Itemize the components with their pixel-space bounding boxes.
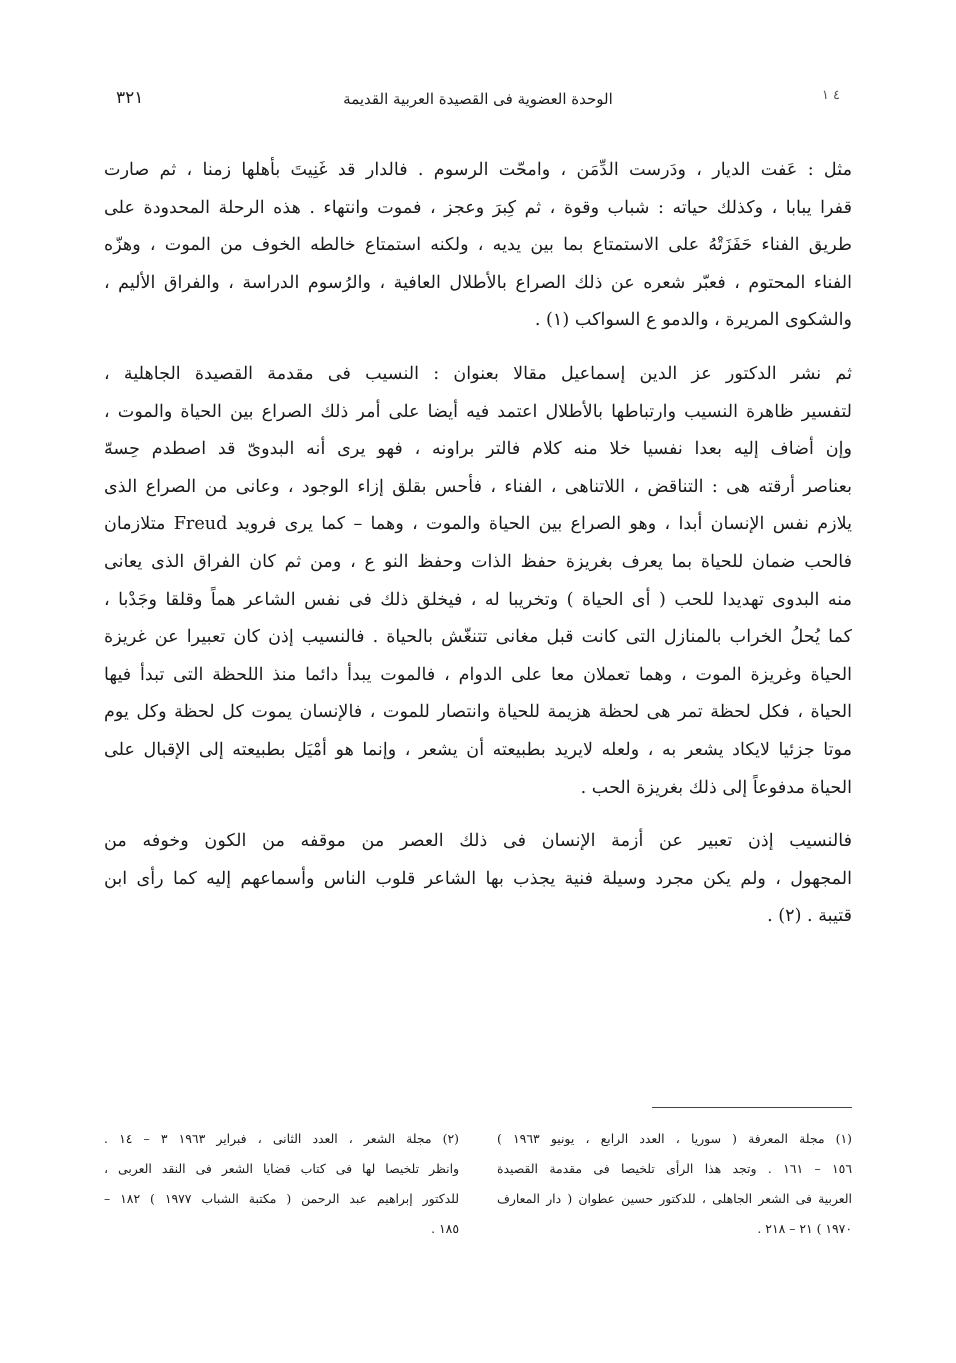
text-line: ثم نشر الدكتور عز الدين إسماعيل مقالا بعنوان : النسيب فى مقدمة القصيدة الجاهلية ، (104, 363, 852, 384)
text-line: قفرا يبابا ، وكذلك حياته : شباب وقوة ، ثم كِبرَ وعجز ، فموت وانتهاء . هذه الرحلة المحدودة على (104, 197, 852, 218)
footnotes (104, 1124, 852, 1284)
paragraph-2 (104, 356, 852, 807)
text-line: والشكوى المريرة ، والدمو ع السواكب (١) . (534, 310, 852, 331)
body-text (104, 152, 852, 952)
paragraph-3 (104, 823, 852, 936)
text-line: موتا جزئيا لايكاد يشعر به ، ولعله لايريد بطبيعته أن يشعر ، وإنما هو أمْيَل بطبيعته إلى الإقبال على (104, 739, 852, 760)
text-line: بعناصر أرقته هى : التناقض ، اللاتناهى ، الفناء ، فأحس بقلق إزاء الوجود ، وعانى من الصراع الذى (104, 476, 852, 497)
footnote-divider (652, 1107, 852, 1108)
text-line: يلازم نفس الإنسان أبدا ، وهو الصراع بين الحياة والموت ، وهما – كما يرى فرويد Freud متلازمان (104, 514, 852, 535)
footnote-line: (٢) مجلة الشعر ، العدد الثانى ، فبراير ١٩٦٣ ٣ – ١٤ . (104, 1131, 459, 1146)
footnote-line: (١) مجلة المعرفة ( سوريا ، العدد الرابع ، يونيو ١٩٦٣ ) (497, 1131, 852, 1146)
page-number: ٣٢١ (116, 88, 144, 108)
running-header (110, 88, 846, 118)
paragraph-1 (104, 152, 852, 340)
footnote-1 (497, 1124, 852, 1244)
header-mark: ٤ ١ (821, 88, 840, 103)
text-line: كما يُحلُ الخراب بالمنازل التى كانت قبل مغانى تتنغّش بالحياة . فالنسيب إذن كان تعبيرا عن غريزة (104, 627, 852, 648)
text-line: المجهول ، ولم يكن مجرد وسيلة فنية يجذب بها الشاعر قلوب الناس وأسماعهم إليه كما رأى ابن (104, 868, 852, 889)
text-line: مثل : عَفت الديار ، ودَرست الدِّمَن ، وامحّت الرسوم . فالدار قد غَنِيتَ بأهلها زمنا ، ثم صارت (104, 160, 852, 180)
footnote-line: وانظر تلخيصا لها فى كتاب قضايا الشعر فى النقد العربى ، (104, 1161, 459, 1176)
text-line: قتيبة . (٢) . (767, 906, 852, 927)
footnote-line: ١٥٦ – ١٦١ . وتجد هذا الرأى تلخيصا فى مقدمة القصيدة (497, 1161, 852, 1176)
text-line: منه البدوى تهديدا للحب ( أى الحياة ) وتخريبا له ، فيخلق ذلك فى نفس الشاعر هماً وقلقا وجَدْبا ، (104, 589, 852, 610)
footnote-2 (104, 1124, 459, 1244)
running-title: الوحدة العضوية فى القصيدة العربية القديمة (343, 90, 613, 108)
footnote-line: للدكتور إبراهيم عبد الرحمن ( مكتبة الشباب ١٩٧٧ ) ١٨٢ – (104, 1191, 459, 1206)
text-line: وإن أضاف إليه بعدا نفسيا خلا منه كلام فالتر براونه ، فهو يرى أنه البدوىّ قد اصطدم حِسهّ (104, 439, 852, 460)
text-line: الحياة ، فكل لحظة تمر هى لحظة هزيمة للحياة وانتصار للموت ، فالإنسان يموت كل لحظة وكل يوم (104, 702, 852, 723)
footnote-line: ١٨٥ . (431, 1221, 459, 1236)
text-line: فالنسيب إذن تعبير عن أزمة الإنسان فى ذلك العصر من موقفه من الكون وخوفه من (104, 831, 852, 852)
text-line: الحياة مدفوعاً إلى ذلك بغريزة الحب . (580, 777, 852, 798)
footnote-line: العربية فى الشعر الجاهلى ، للدكتور حسين عطوان ( دار المعارف (497, 1191, 852, 1206)
text-line: طريق الفناء حَفَزَتْهُ على الاستمتاع بما بين يديه ، ولكنه استمتاع خالطه الخوف من الموت ، وهزّه (104, 235, 852, 256)
text-line: الحياة وغريزة الموت ، وهما تعملان معا على الدوام ، فالموت يبدأ دائما منذ اللحظة التى تبدأ فيها (104, 664, 852, 685)
text-line: الفناء المحتوم ، فعبّر شعره عن ذلك الصراع بالأطلال العافية ، والرُسوم الدراسة ، والفراق الأليم ، (104, 272, 852, 293)
text-line: فالحب ضمان للحياة بما يعرف بغريزة حفظ الذات وحفظ النو ع ، ومن ثم كان الفراق الذى يعانى (104, 551, 852, 572)
footnote-line: ١٩٧٠ ) ٢١ – ٢١٨ . (757, 1221, 852, 1236)
text-line: لتفسير ظاهرة النسيب وارتباطها بالأطلال اعتمد فيه أيضا على أمر ذلك الصراع بين الحياة والموت ، (104, 401, 852, 422)
